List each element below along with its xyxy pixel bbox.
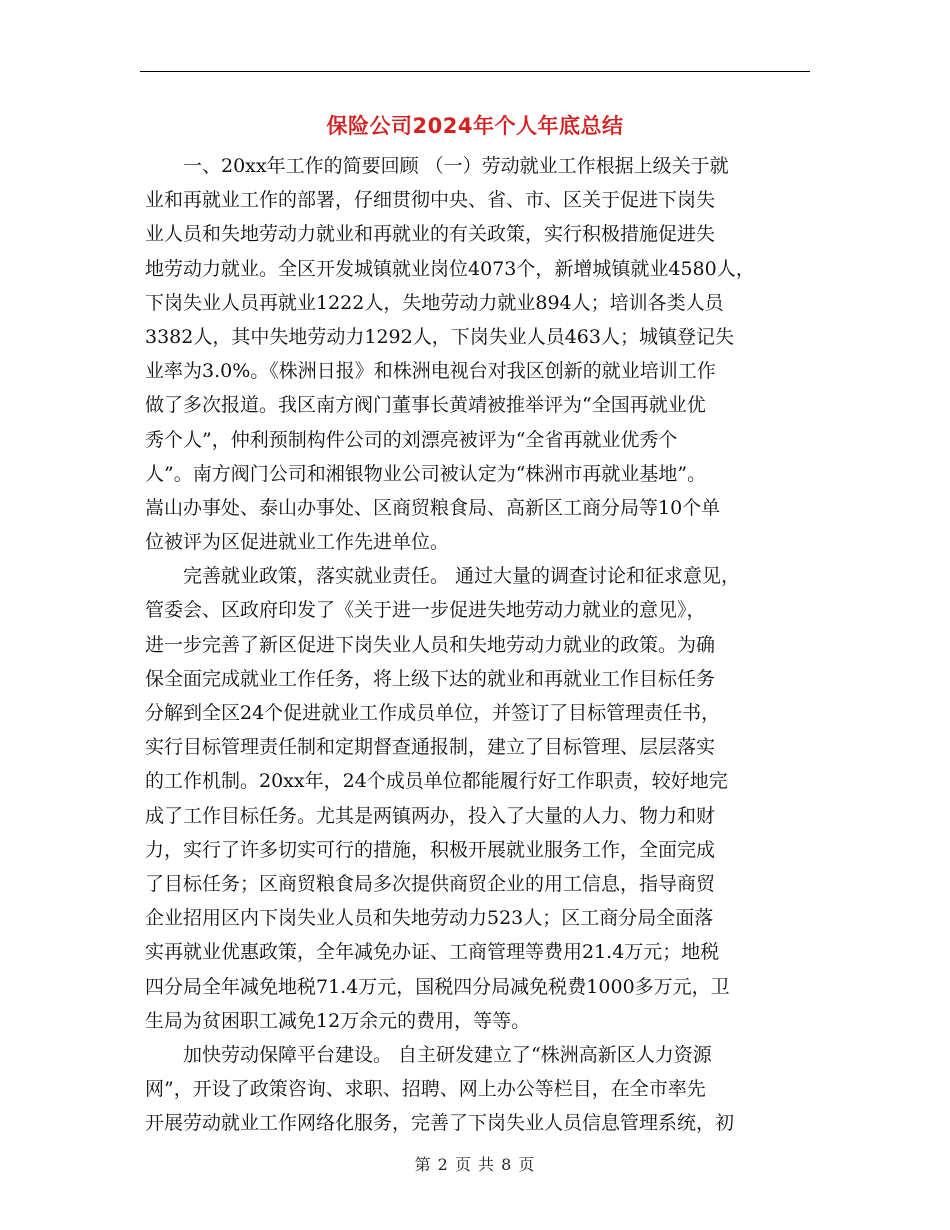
header-rule (140, 71, 810, 72)
page-number-footer: 第 2 页 共 8 页 (414, 1155, 536, 1174)
text-line: 开展劳动就业工作网络化服务，完善了下岗失业人员信息管理系统，初 (145, 1112, 735, 1135)
text-line: 加快劳动保障平台建设。 自主研发建立了“株洲高新区人力资源 (145, 1043, 712, 1066)
text-line: 做了多次报道。我区南方阀门董事长黄靖被推举评为“全国再就业优 (145, 394, 706, 417)
text-line: 分解到全区24个促进就业工作成员单位，并签订了目标管理责任书， (145, 702, 721, 724)
text-line: 业人员和失地劳动力就业和再就业的有关政策，实行积极措施促进失 (145, 223, 716, 246)
text-line: 四分局全年减免地税71.4万元，国税四分局减免税费1000多万元，卫 (145, 975, 730, 998)
document-body (145, 149, 810, 1140)
text-line: 业率为3.0%。《株洲日报》和株洲电视台对我区创新的就业培训工作 (145, 360, 716, 383)
text-line: 网”，开设了政策咨询、求职、招聘、网上办公等栏目，在全市率先 (145, 1078, 706, 1101)
text-line: 一、20xx年工作的简要回顾 （一）劳动就业工作根据上级关于就 (145, 155, 729, 177)
text-line: 位被评为区促进就业工作先进单位。 (145, 531, 450, 554)
text-line: 进一步完善了新区促进下岗失业人员和失地劳动力就业的政策。为确 (145, 633, 716, 656)
text-line: 实再就业优惠政策，全年减免办证、工商管理等费用21.4万元；地税 (145, 941, 720, 964)
text-line: 秀个人”，仲利预制构件公司的刘漂亮被评为“全省再就业优秀个 (145, 428, 678, 451)
text-line: 完善就业政策，落实就业责任。 通过大量的调查讨论和征求意见， (145, 565, 741, 588)
text-line: 力，实行了许多切实可行的措施，积极开展就业服务工作，全面完成 (145, 838, 716, 861)
text-line: 嵩山办事处、泰山办事处、区商贸粮食局、高新区工商分局等10个单 (145, 496, 721, 519)
text-line: 业和再就业工作的部署，仔细贯彻中央、省、市、区关于促进下岗失 (145, 189, 716, 212)
document-title: 保险公司2024年个人年底总结 (326, 114, 624, 138)
text-line: 了目标任务；区商贸粮食局多次提供商贸企业的用工信息，指导商贸 (145, 872, 716, 895)
text-line: 3382人，其中失地劳动力1292人，下岗失业人员463人；城镇登记失 (145, 325, 734, 348)
text-line: 的工作机制。20xx年，24个成员单位都能履行好工作职责，较好地完 (145, 770, 728, 793)
text-line: 人”。南方阀门公司和湘银物业公司被认定为“株洲市再就业基地”。 (145, 462, 707, 485)
text-line: 生局为贫困职工减免12万余元的费用，等等。 (145, 1009, 531, 1032)
text-line: 实行目标管理责任制和定期督查通报制，建立了目标管理、层层落实 (145, 736, 716, 759)
text-line: 企业招用区内下岗失业人员和失地劳动力523人；区工商分局全面落 (145, 907, 714, 930)
text-line: 地劳动力就业。全区开发城镇就业岗位4073个，新增城镇就业4580人， (145, 257, 755, 280)
text-line: 下岗失业人员再就业1222人，失地劳动力就业894人；培训各类人员 (145, 291, 724, 314)
text-line: 成了工作目标任务。尤其是两镇两办，投入了大量的人力、物力和财 (145, 804, 716, 827)
text-line: 管委会、区政府印发了《关于进一步促进失地劳动力就业的意见》， (145, 599, 706, 622)
text-line: 保全面完成就业工作任务，将上级下达的就业和再就业工作目标任务 (145, 667, 716, 690)
